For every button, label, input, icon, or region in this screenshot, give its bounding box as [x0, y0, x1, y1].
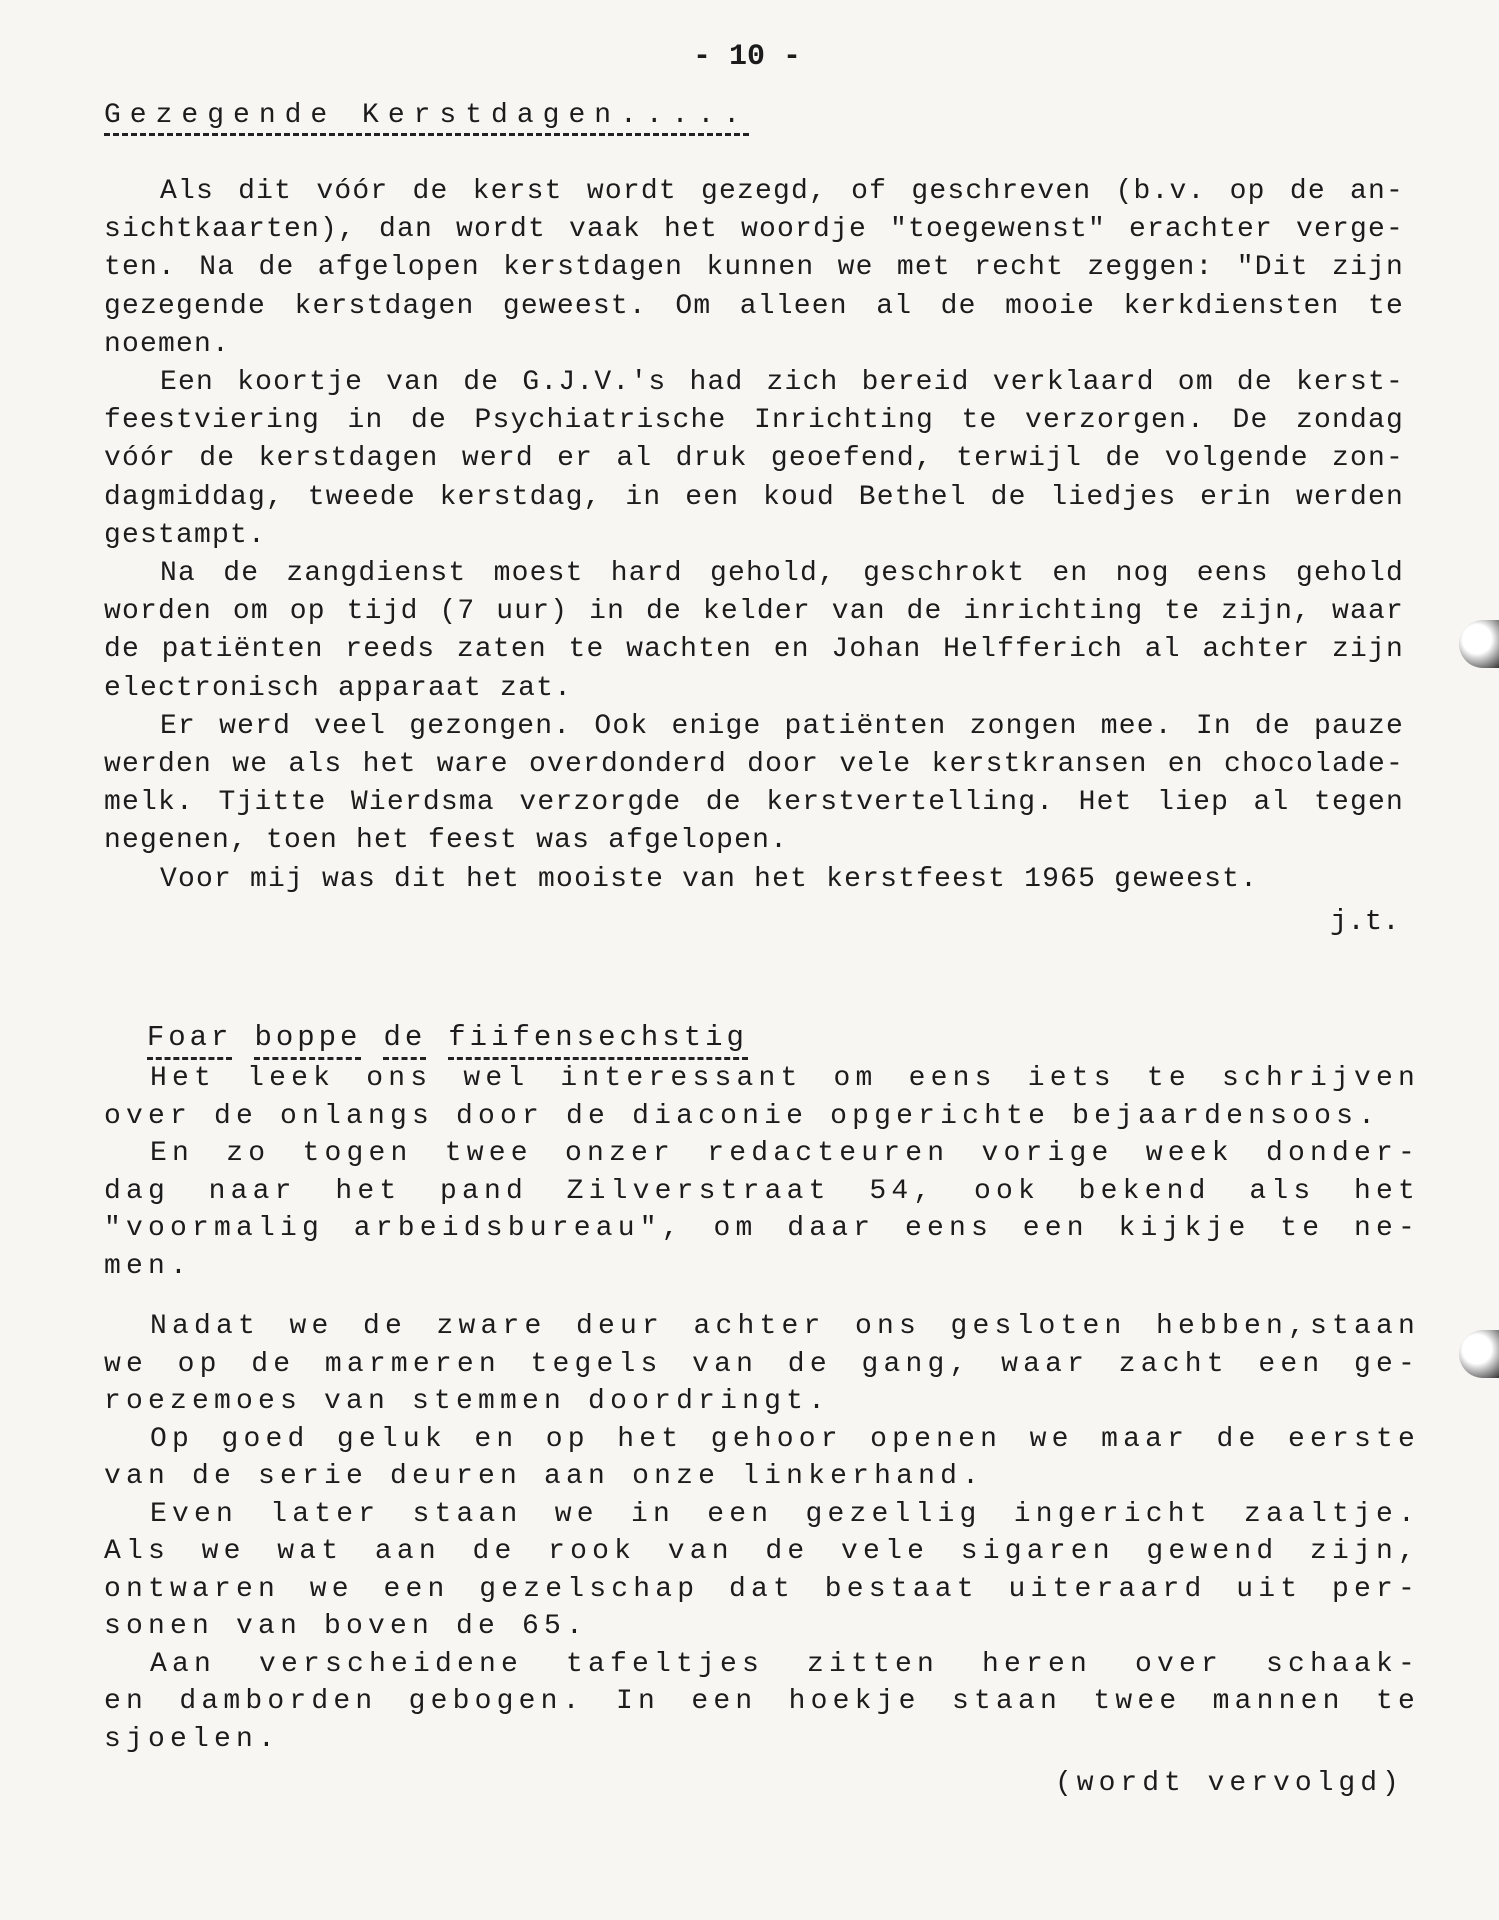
punch-hole: [1459, 620, 1499, 668]
text-line: worden om op tijd (7 uur) in de kelder van de inrichting te zijn, waar: [104, 596, 1404, 628]
text-line: noemen.: [104, 328, 231, 360]
text-line: vóór de kerstdagen werd er al druk geoefend, terwijl de volgende zon-: [104, 443, 1404, 475]
title-word: fiifensechstig: [448, 1021, 748, 1060]
article1-title: [104, 100, 749, 131]
text-line: en damborden gebogen. In een hoekje staan twee mannen te: [104, 1686, 1420, 1717]
continued-note: (wordt vervolgd): [1055, 1768, 1404, 1799]
text-line: gestampt.: [104, 519, 267, 551]
text-line: melk. Tjitte Wierdsma verzorgde de kerstvertelling. Het liep al tegen: [104, 787, 1404, 819]
article2-title: [104, 988, 770, 1054]
text-line: werden we als het ware overdonderd door vele kerstkransen en chocolade-: [104, 749, 1404, 780]
title-word: de: [383, 1021, 426, 1060]
text-line: roezemoes van stemmen doordringt.: [104, 1386, 831, 1417]
text-line: de patiënten reeds zaten te wachten en Johan Helfferich al achter zijn: [104, 634, 1404, 666]
text-line: feestviering in de Psychiatrische Inrichting te verzorgen. De zondag: [104, 405, 1404, 437]
punch-hole: [1459, 1330, 1499, 1378]
text-line: ontwaren we een gezelschap dat bestaat uiteraard uit per-: [104, 1573, 1420, 1605]
text-line: we op de marmeren tegels van de gang, waar zacht een ge-: [104, 1348, 1420, 1380]
text-line: over de onlangs door de diaconie opgerichte bejaardensoos.: [104, 1100, 1381, 1132]
text-line: gezegende kerstdagen geweest. Om alleen al de mooie kerkdiensten te: [104, 290, 1404, 322]
article1-signature: j.t.: [1330, 905, 1400, 938]
text-line: Voor mij was dit het mooiste van het kerstfeest 1965 geweest.: [160, 863, 1259, 895]
text-line: Het leek ons wel interessant om eens iets te schrijven: [150, 1063, 1420, 1094]
text-line: Een koortje van de G.J.V.'s had zich bereid verklaard om de kerst-: [160, 367, 1404, 398]
text-line: Op goed geluk en op het gehoor openen we maar de eerste: [150, 1423, 1420, 1455]
text-line: Als dit vóór de kerst wordt gezegd, of geschreven (b.v. op de an-: [160, 176, 1404, 207]
page-number: - 10 -: [692, 40, 802, 74]
text-line: "voormalig arbeidsbureau", om daar eens een kijkje te ne-: [104, 1213, 1420, 1244]
text-line: Nadat we de zware deur achter ons gesloten hebben,staan: [150, 1311, 1420, 1342]
text-line: sonen van boven de 65.: [104, 1611, 589, 1642]
title-word: boppe: [254, 1021, 361, 1060]
text-line: dag naar het pand Zilverstraat 54, ook bekend als het: [104, 1175, 1420, 1207]
text-line: Na de zangdienst moest hard gehold, geschrokt en nog eens gehold: [160, 558, 1404, 589]
title-word: Foar: [147, 1021, 233, 1060]
text-line: Als we wat aan de rook van de vele sigaren gewend zijn,: [104, 1536, 1420, 1567]
text-line: Aan verscheidene tafeltjes zitten heren over schaak-: [150, 1648, 1420, 1680]
text-line: dagmiddag, tweede kerstdag, in een koud Bethel de liedjes erin werden: [104, 481, 1404, 513]
text-line: sichtkaarten), dan wordt vaak het woordje "toegewenst" erachter verge-: [104, 214, 1404, 246]
text-line: Er werd veel gezongen. Ook enige patiënten zongen mee. In de pauze: [160, 710, 1404, 742]
article1-title-text: Gezegende Kerstdagen.....: [104, 100, 749, 136]
text-line: En zo togen twee onzer redacteuren vorige week donder-: [150, 1138, 1420, 1169]
text-line: negenen, toen het feest was afgelopen.: [104, 825, 789, 857]
text-line: van de serie deuren aan onze linkerhand.: [104, 1461, 985, 1492]
text-line: sjoelen.: [104, 1723, 281, 1755]
text-line: electronisch apparaat zat.: [104, 672, 573, 704]
text-line: Even later staan we in een gezellig ingericht zaaltje.: [150, 1498, 1420, 1530]
text-line: men.: [104, 1250, 193, 1282]
text-line: ten. Na de afgelopen kerstdagen kunnen we met recht zeggen: "Dit zijn: [104, 252, 1404, 284]
